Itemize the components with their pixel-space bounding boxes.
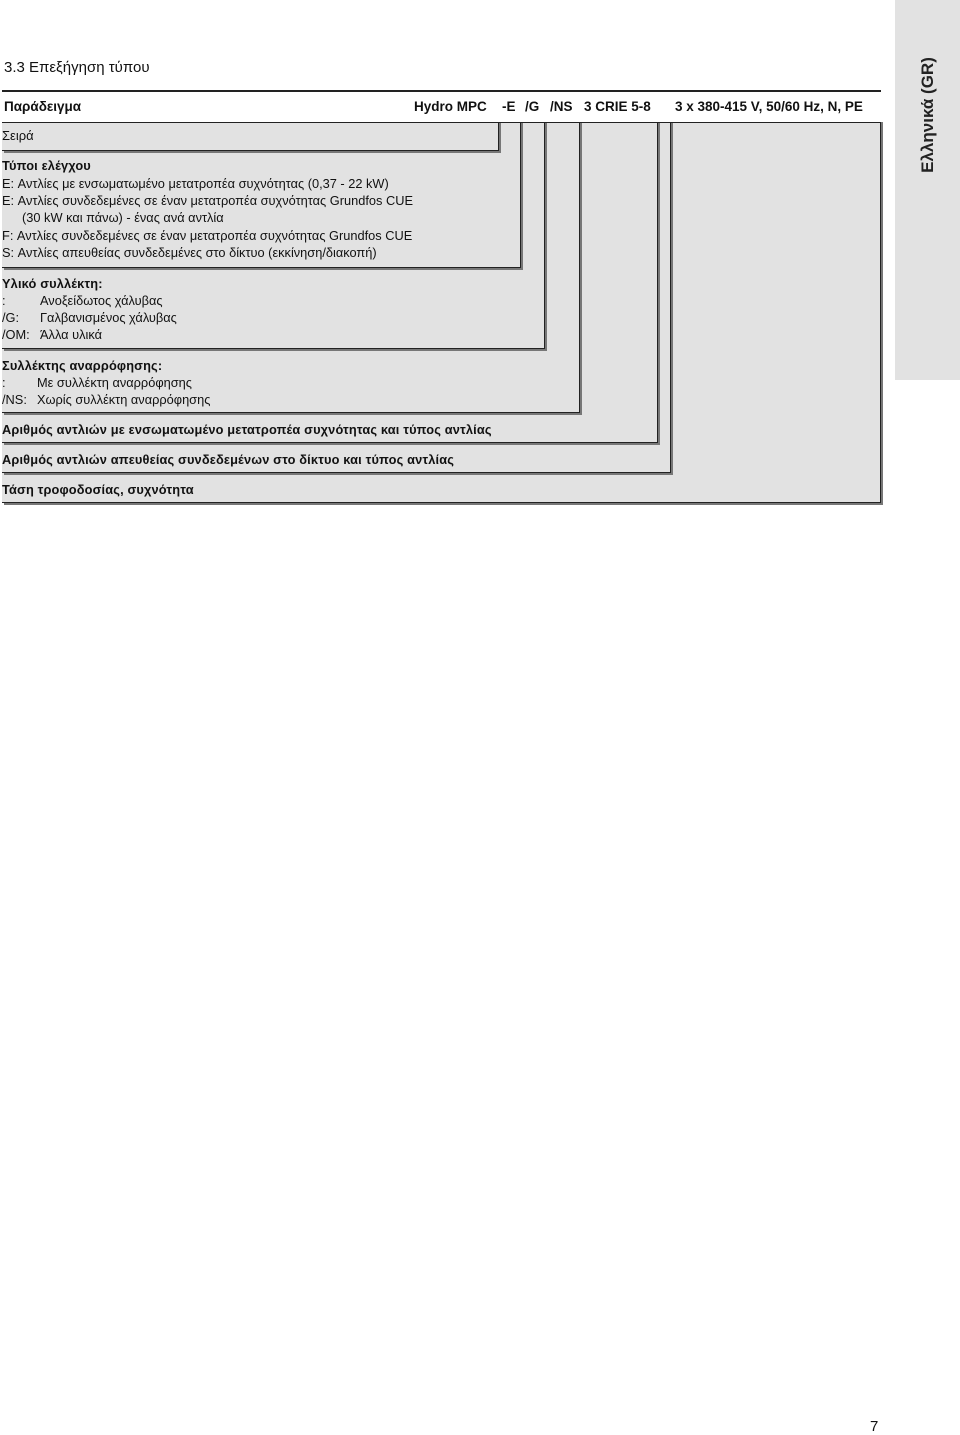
pumps-with-converter-label: Αριθμός αντλιών με ενσωματωμένο μετατροπέα συχνότητας και τύπος αντλίας	[2, 422, 492, 437]
control-type-line: E: Αντλίες συνδεδεμένες σε έναν μετατροπέα συχνότητας Grundfos CUE	[2, 193, 413, 208]
series-label: Σειρά	[2, 128, 34, 143]
box-series	[2, 120, 499, 151]
example-label: Παράδειγμα	[4, 99, 82, 114]
manifold-material-item: /G: Γαλβανισμένος χάλυβας	[2, 310, 177, 325]
example-header-row	[2, 90, 881, 123]
pumps-direct-label: Αριθμός αντλιών απευθείας συνδεδεμένων στο δίκτυο και τύπος αντλίας	[2, 452, 455, 467]
section-title: 3.3 Επεξήγηση τύπου	[4, 59, 150, 76]
code-material: /G	[525, 99, 540, 114]
manifold-material-heading: Υλικό συλλέκτη:	[2, 276, 103, 291]
code-control: -E	[502, 99, 516, 114]
control-type-line: E: Αντλίες με ενσωματωμένο μετατροπέα συχνότητας (0,37 - 22 kW)	[2, 176, 389, 191]
code-suction: /NS	[550, 99, 573, 114]
manifold-material-item: : Ανοξείδωτος χάλυβας	[2, 293, 163, 308]
suction-manifold-item: /NS: Χωρίς συλλέκτη αναρρόφησης	[2, 392, 211, 407]
language-side-tab	[895, 0, 960, 380]
suction-manifold-heading: Συλλέκτης αναρρόφησης:	[2, 358, 163, 373]
control-type-line: (30 kW και πάνω) - ένας ανά αντλία	[22, 210, 224, 225]
manifold-material-item: /OM: Άλλα υλικά	[2, 327, 102, 342]
page-number: 7	[870, 1418, 879, 1435]
code-pumps: 3 CRIE 5-8	[584, 99, 651, 114]
code-voltage: 3 x 380-415 V, 50/60 Hz, N, PE	[675, 99, 863, 114]
control-type-line: F: Αντλίες συνδεδεμένες σε έναν μετατροπέα συχνότητας Grundfos CUE	[2, 228, 413, 243]
control-type-line: S: Αντλίες απευθείας συνδεδεμένες στο δίκτυο (εκκίνηση/διακοπή)	[2, 245, 377, 260]
language-tab-label: Ελληνικά (GR)	[917, 57, 937, 173]
supply-voltage-label: Τάση τροφοδοσίας, συχνότητα	[2, 482, 194, 497]
code-series: Hydro MPC	[414, 99, 487, 114]
control-types-heading: Τύποι ελέγχου	[2, 158, 91, 173]
suction-manifold-item: : Με συλλέκτη αναρρόφησης	[2, 375, 192, 390]
